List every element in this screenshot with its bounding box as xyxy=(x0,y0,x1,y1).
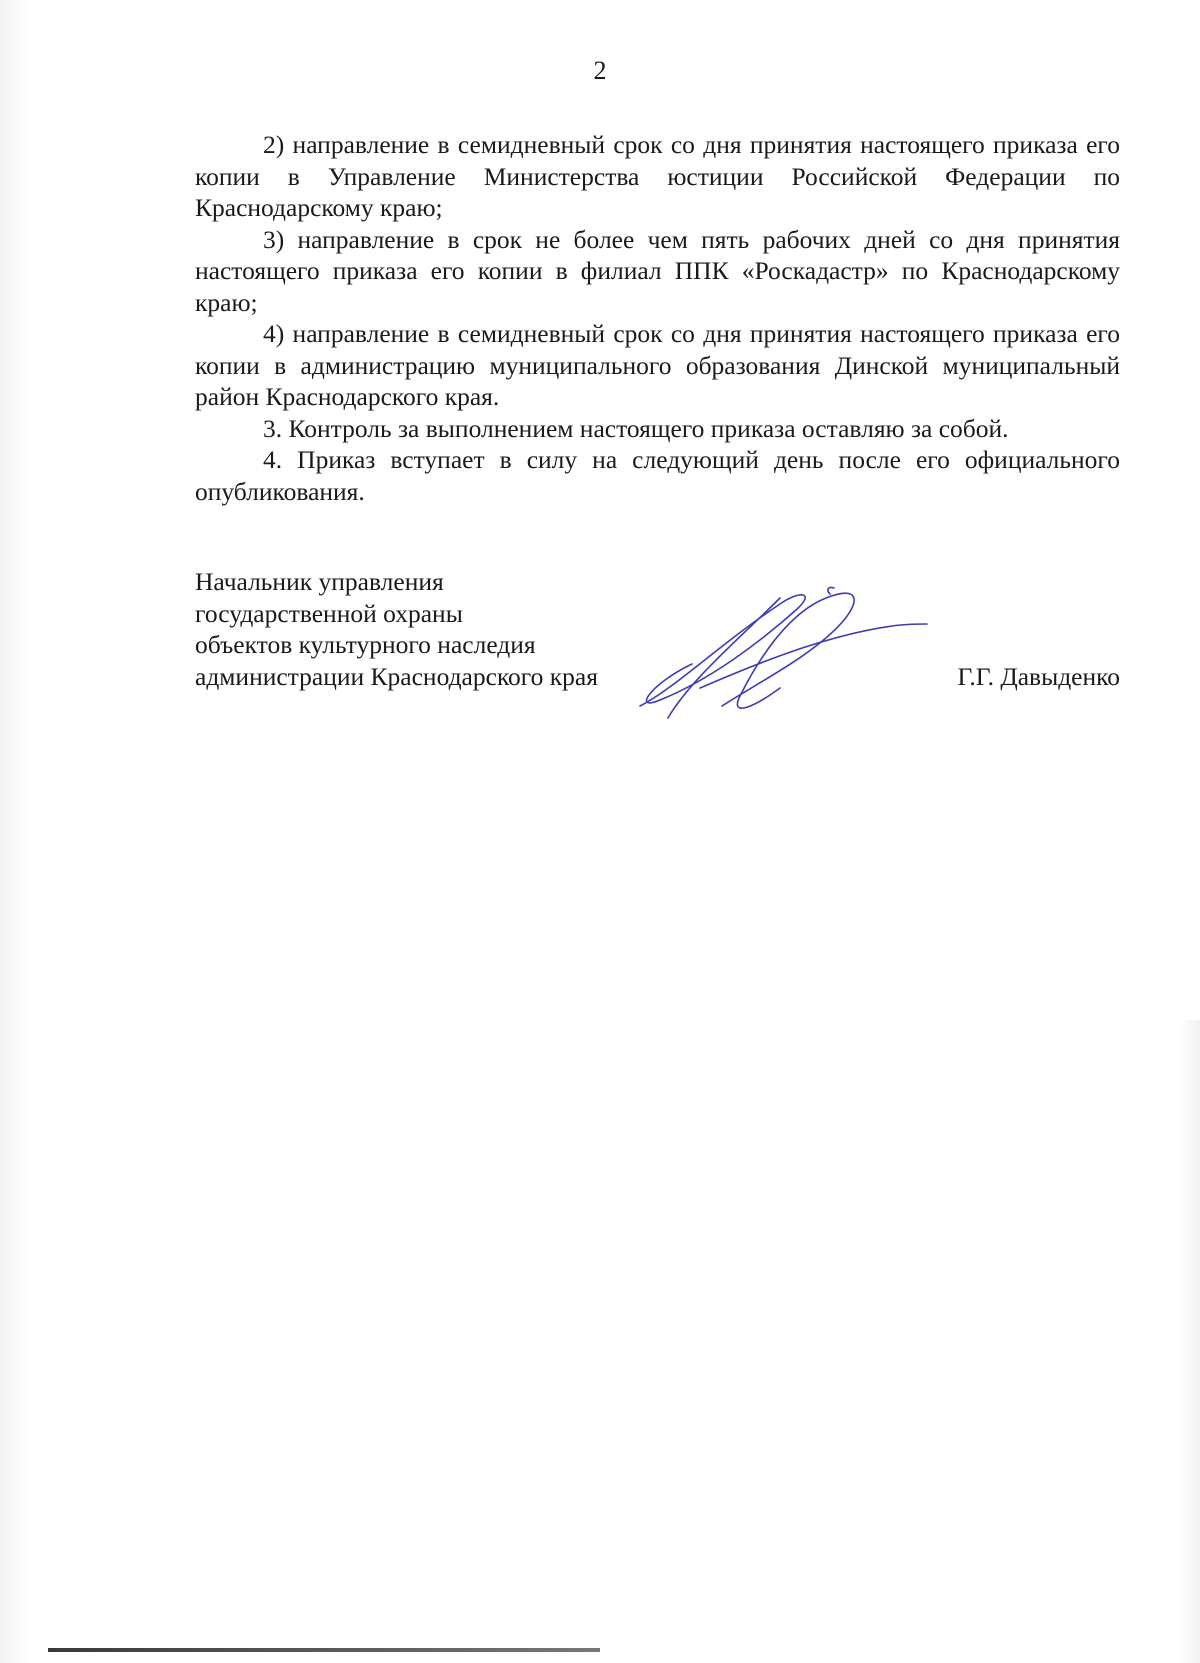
paragraph-item-4: 4) направление в семидневный срок со дня принятия настоящего приказа его копии в администрацию муниципального образования Динской муниципальный район Краснодарского края. xyxy=(195,319,1120,411)
handwritten-signature xyxy=(630,584,930,724)
position-line: администрации Краснодарского края xyxy=(195,661,598,691)
page-number: 2 xyxy=(593,56,607,85)
paragraph-item-3: 3) направление в срок не более чем пять рабочих дней со дня принятия настоящего приказа его копии в филиал ППК «Роскадастр» по Краснодарскому краю; xyxy=(195,224,1120,317)
scan-left-edge-shadow xyxy=(0,0,30,1663)
position-line: государственной охраны xyxy=(195,598,463,628)
signature-block xyxy=(195,566,1120,726)
document-body xyxy=(195,129,1120,507)
paragraph-effective-date-clause: 4. Приказ вступает в силу на следующий день после его официального опубликования. xyxy=(195,445,1120,506)
signatory-position xyxy=(195,566,598,692)
position-line: объектов культурного наследия xyxy=(195,630,536,659)
paragraph-control-clause: 3. Контроль за выполнением настоящего приказа оставляю за собой. xyxy=(263,413,1009,443)
scan-right-edge-shadow xyxy=(1180,1020,1200,1663)
scan-bottom-line xyxy=(48,1648,600,1652)
signatory-name: Г.Г. Давыденко xyxy=(957,661,1120,691)
paragraph-item-2: 2) направление в семидневный срок со дня принятия настоящего приказа его копии в Управление Министерства юстиции Российской Федерации по Краснодарскому краю; xyxy=(195,130,1120,222)
position-line: Начальник управления xyxy=(195,567,444,596)
